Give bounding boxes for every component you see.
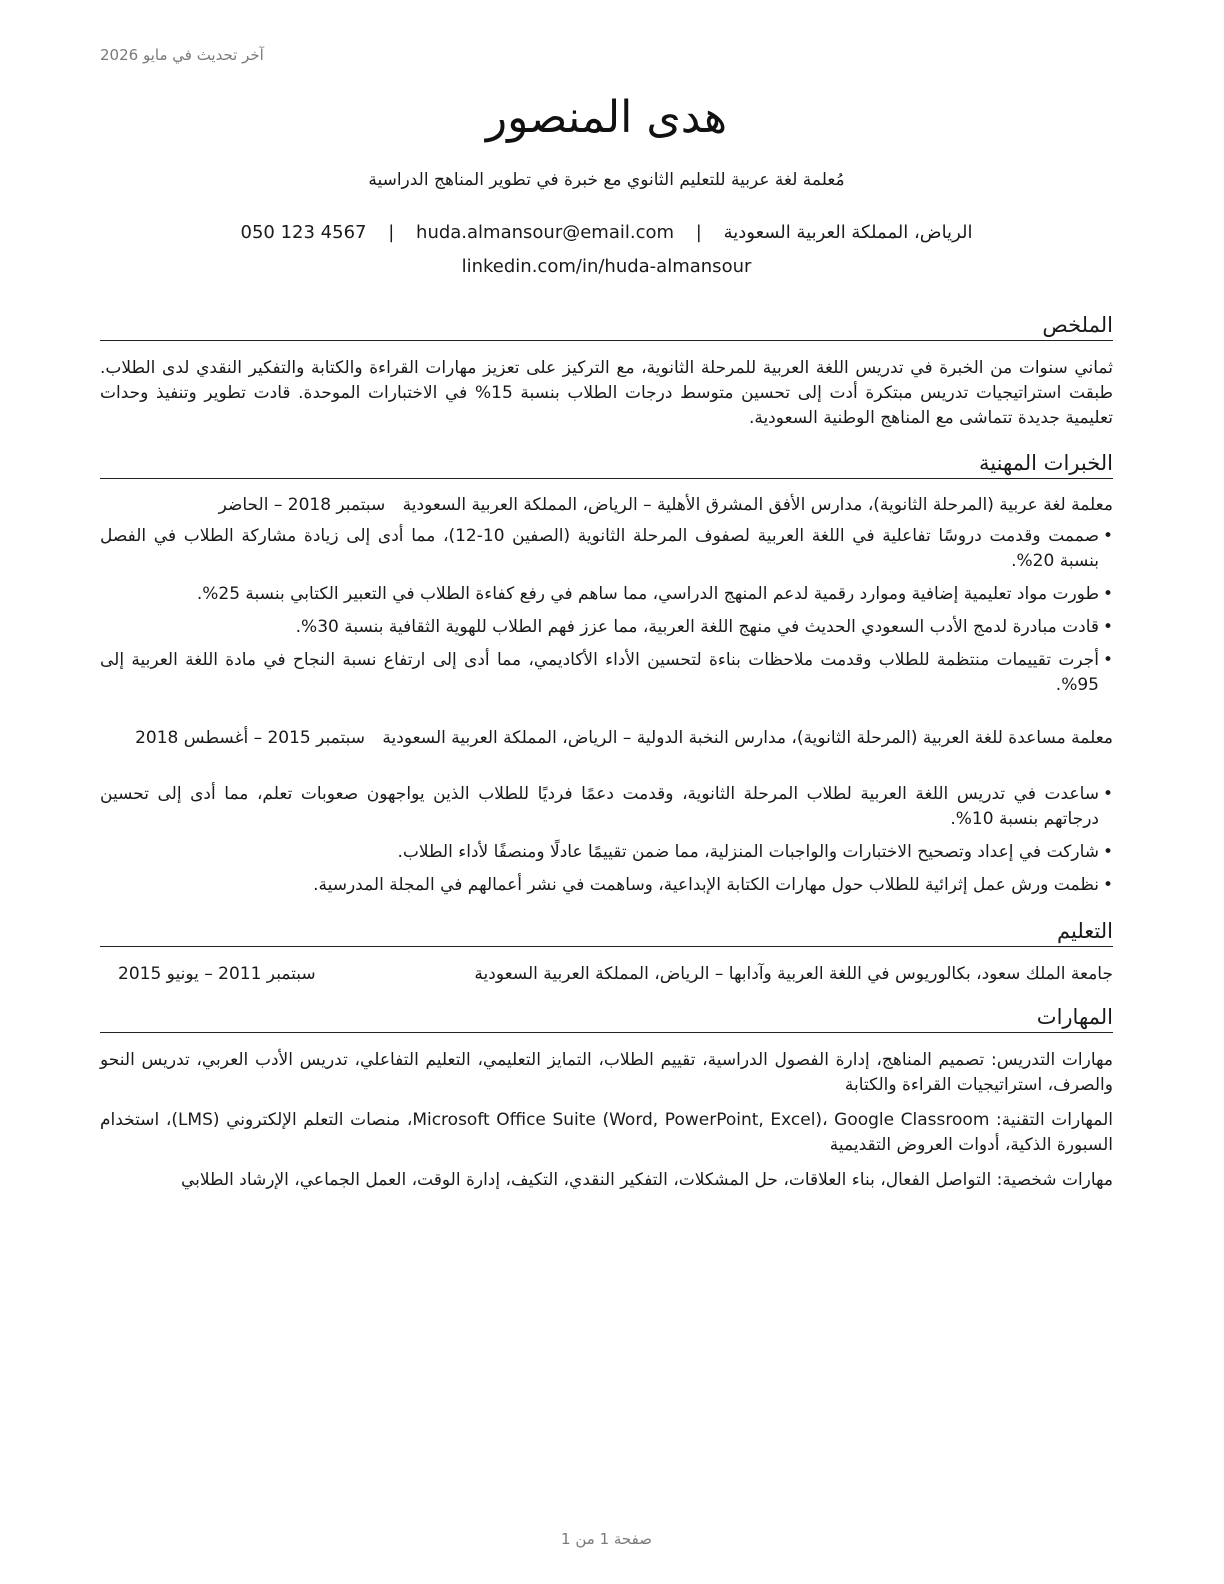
- job-title: معلمة لغة عربية (المرحلة الثانوية)، مدارس الأفق المشرق الأهلية – الرياض، المملكة العربية السعودية: [402, 495, 1113, 515]
- summary-text: ثماني سنوات من الخبرة في تدريس اللغة العربية للمرحلة الثانوية، مع التركيز على تعزيز مهارات القراءة والكتابة والتفكير النقدي لدى الطلاب. طبقت استراتيجيات تدريس مبتكرة أدت إلى تحسين متوسط درجات الطلاب بنسبة 15% في الاختبارات الموحدة. قادت تطوير وتنفيذ وحدات تعليمية جديدة تتماشى مع المناهج الوطنية السعودية.: [100, 358, 1113, 428]
- list-item: • ساعدت في تدريس اللغة العربية لطلاب المرحلة الثانوية، وقدمت دعمًا فرديًا للطلاب الذين يواجهون صعوبات تعلم، مما أدى إلى تحسين درجاتهم بنسبة 10%.: [100, 782, 1113, 832]
- job-title: معلمة مساعدة للغة العربية (المرحلة الثانوية)، مدارس النخبة الدولية – الرياض، المملكة العربية السعودية: [382, 728, 1113, 748]
- list-item: • أجرت تقييمات منتظمة للطلاب وقدمت ملاحظات بناءة لتحسين الأداء الأكاديمي، مما أدى إلى ارتفاع نسبة النجاح في مادة اللغة العربية إلى 95%.: [100, 648, 1113, 698]
- list-item: • صممت وقدمت دروسًا تفاعلية في اللغة العربية لصفوف المرحلة الثانوية (الصفين 10-12)، مما أدى إلى زيادة مشاركة الطلاب في الفصل بنسبة 20%.: [100, 524, 1113, 574]
- section-title-skills: المهارات: [100, 1004, 1113, 1033]
- list-item: • نظمت ورش عمل إثرائية للطلاب حول مهارات الكتابة الإبداعية، وساهمت في نشر أعمالهم في المجلة المدرسية.: [100, 873, 1113, 898]
- education-degree: جامعة الملك سعود، بكالوريوس في اللغة العربية وآدابها – الرياض، المملكة العربية السعودية: [474, 964, 1113, 984]
- contact-linkedin[interactable]: linkedin.com/in/huda-almansour: [461, 256, 752, 277]
- skills-teaching: مهارات التدريس: تصميم المناهج، إدارة الفصول الدراسية، تقييم الطلاب، التمايز التعليمي، التعليم التفاعلي، تدريس الأدب العربي، تدريس النحو والصرف، استراتيجيات القراءة والكتابة: [100, 1050, 1113, 1095]
- candidate-name: هدى المنصور: [485, 92, 728, 143]
- list-item: • طورت مواد تعليمية إضافية وموارد رقمية لدعم المنهج الدراسي، مما ساهم في رفع كفاءة الطلاب في التعبير الكتابي بنسبة 25%.: [100, 582, 1113, 607]
- education-dates: سبتمبر 2011 – يونيو 2015: [118, 964, 316, 984]
- last-updated-note: آخر تحديث في مايو 2026: [100, 46, 264, 64]
- job-dates: سبتمبر 2018 – الحاضر: [218, 495, 386, 515]
- job-bullets: [100, 524, 1113, 706]
- skills-personal: مهارات شخصية: التواصل الفعال، بناء العلاقات، حل المشكلات، التفكير النقدي، التكيف، إدارة الوقت، العمل الجماعي، الإرشاد الطلابي: [180, 1170, 1113, 1190]
- job-heading: [100, 493, 1113, 518]
- skills-technical: المهارات التقنية: Microsoft Office Suite (Word, PowerPoint, Excel)، Google Classroom، منصات التعلم الإلكتروني (LMS)، استخدام السبورة الذكية، أدوات العروض التقديمية: [100, 1110, 1113, 1155]
- section-title-experience: الخبرات المهنية: [100, 450, 1113, 479]
- list-item: • شاركت في إعداد وتصحيح الاختبارات والواجبات المنزلية، مما ضمن تقييمًا عادلًا ومنصفًا لأداء الطلاب.: [100, 840, 1113, 865]
- job-dates: سبتمبر 2015 – أغسطس 2018: [135, 728, 365, 748]
- contact-email[interactable]: huda.almansour@email.com: [416, 222, 675, 243]
- contact-separator: |: [388, 222, 395, 243]
- contact-location: الرياض، المملكة العربية السعودية: [723, 222, 973, 243]
- contact-separator: |: [695, 222, 702, 243]
- candidate-title: مُعلمة لغة عربية للتعليم الثانوي مع خبرة في تطوير المناهج الدراسية: [368, 170, 845, 190]
- education-entry: [100, 962, 1113, 987]
- list-item: • قادت مبادرة لدمج الأدب السعودي الحديث في منهج اللغة العربية، مما عزز فهم الطلاب للهوية الثقافية بنسبة 30%.: [100, 615, 1113, 640]
- contact-line: [100, 222, 1113, 243]
- job-heading: [100, 726, 1113, 751]
- section-title-education: التعليم: [100, 918, 1113, 947]
- resume-page: [100, 0, 1113, 1584]
- contact-phone: 050 123 4567: [240, 222, 367, 243]
- job-bullets: [100, 782, 1113, 906]
- page-number: صفحة 1 من 1: [561, 1530, 652, 1548]
- skills-list: [100, 1048, 1113, 1203]
- section-title-summary: الملخص: [100, 312, 1113, 341]
